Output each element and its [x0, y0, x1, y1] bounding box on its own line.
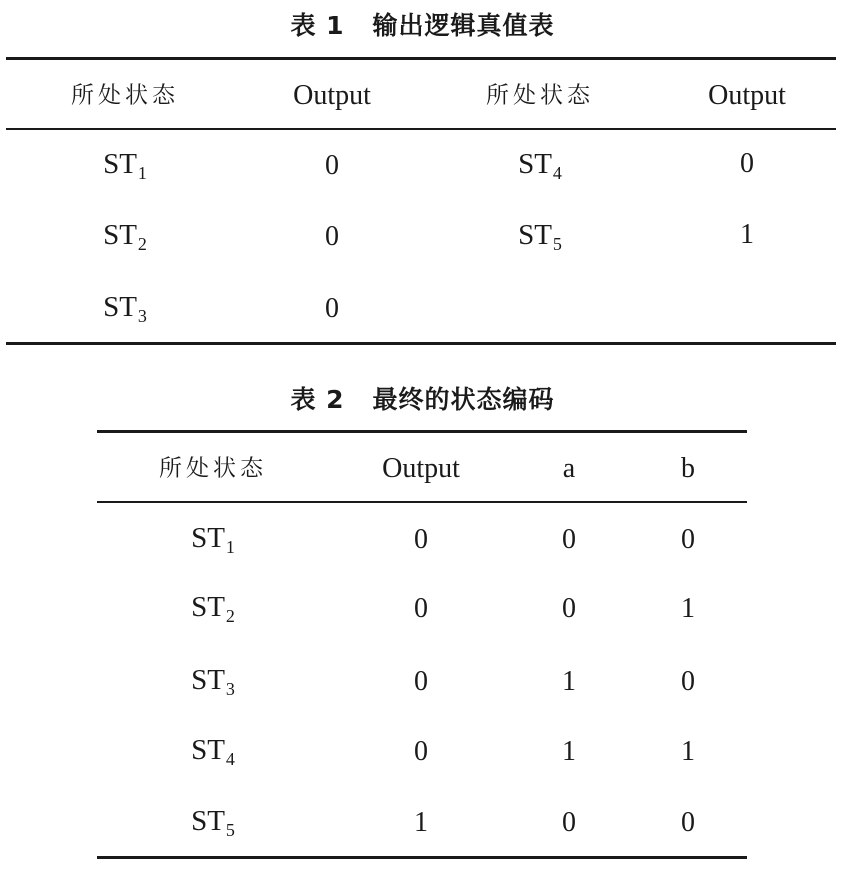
table1-header-output-right: Output	[708, 80, 786, 111]
table1-caption-title: 输出逻辑真值表	[372, 11, 555, 40]
table2-caption	[0, 380, 845, 416]
table1-row2-left-output: 0	[325, 221, 339, 252]
table2-row2-output: 0	[414, 593, 428, 624]
table2-row3-output: 0	[414, 666, 428, 697]
table1-row3-left-state: $ST_3$	[103, 291, 147, 326]
table2-caption-number: 表 2	[290, 385, 345, 414]
table2-header-a: a	[562, 453, 576, 484]
table1-row2-left-state: $ST_2$	[103, 219, 147, 254]
table2-caption-title: 最终的状态编码	[372, 385, 555, 414]
table1-caption	[0, 6, 845, 42]
table1-row2-right-output: 1	[740, 219, 754, 250]
table2-row3-b: 0	[681, 666, 695, 697]
table1-row1-right-output: 0	[740, 148, 754, 179]
table2-row3-state: $ST_3$	[191, 664, 235, 699]
table2-row3-a: 1	[562, 666, 576, 697]
table1-header-state-left: 所处状态	[71, 82, 179, 109]
table2-row2-b: 1	[681, 593, 695, 624]
table2-row2-a: 0	[562, 593, 576, 624]
table1-row3-left-output: 0	[325, 293, 339, 324]
table1-header-state-right: 所处状态	[486, 82, 594, 109]
table2-row1-b: 0	[681, 524, 695, 555]
table1-bottom-rule	[6, 342, 836, 345]
table2-row5-state: $ST_5$	[191, 805, 235, 840]
table2-row5-b: 0	[681, 807, 695, 838]
table1-row2-right-state: $ST_5$	[518, 219, 562, 254]
table2-row5-a: 0	[562, 807, 576, 838]
table2-row4-b: 1	[681, 736, 695, 767]
table2-row4-a: 1	[562, 736, 576, 767]
table2-row5-output: 1	[414, 807, 428, 838]
table2-top-rule	[97, 430, 747, 433]
table1-row1-right-state: $ST_4$	[518, 148, 562, 183]
table2-header-state: 所处状态	[159, 455, 267, 482]
table2-row1-state: $ST_1$	[191, 522, 235, 557]
table1-caption-number: 表 1	[290, 11, 345, 40]
table2-row2-state: $ST_2$	[191, 591, 235, 626]
table2-row1-a: 0	[562, 524, 576, 555]
table1-header-output-left: Output	[293, 80, 371, 111]
table1-row1-left-output: 0	[325, 150, 339, 181]
table2-header-output: Output	[382, 453, 460, 484]
table1-row1-left-state: $ST_1$	[103, 148, 147, 183]
table1-header-rule	[6, 128, 836, 130]
table2-header-b: b	[681, 453, 695, 484]
table2-row4-state: $ST_4$	[191, 734, 235, 769]
table2-row1-output: 0	[414, 524, 428, 555]
table2-header-rule	[97, 501, 747, 503]
table1-top-rule	[6, 57, 836, 60]
table2-bottom-rule	[97, 856, 747, 859]
table2-row4-output: 0	[414, 736, 428, 767]
